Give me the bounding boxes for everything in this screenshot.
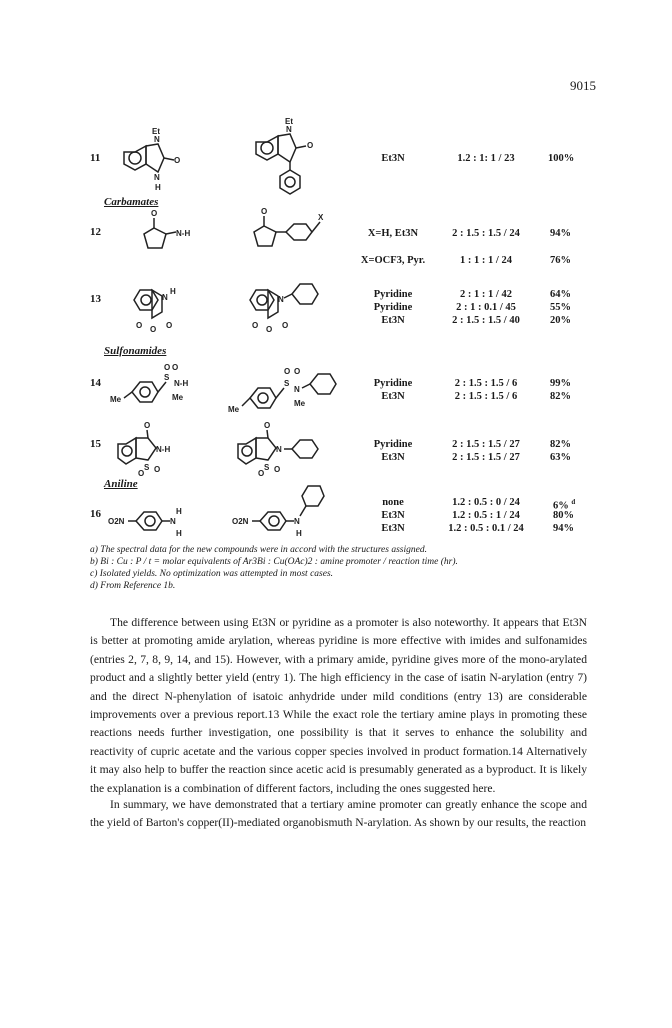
oxygen-atom: O: [258, 469, 265, 478]
ratio-cell: 2 : 1.5 : 1.5 / 6: [454, 391, 518, 402]
yield-cell: 80%: [553, 510, 574, 521]
yield-cell: 100%: [548, 153, 575, 164]
oxygen-atom: O: [154, 465, 161, 474]
oxygen-atom: O: [151, 209, 158, 218]
product-structure-13: [244, 280, 324, 334]
paragraph-text: In summary, we have demonstrated that a tertiary amine promoter can greatly enhance the scope and the yield of Barton's copper(II)-mediated organobismuth N-arylation. As shown by our results, the reaction: [90, 798, 587, 830]
oxygen-atom: O: [144, 421, 151, 430]
promoter-cell: Et3N: [381, 452, 405, 463]
oxygen-atom: O: [252, 321, 259, 330]
ratio-cell: 1 : 1 : 1 / 24: [460, 255, 512, 266]
methyl-label: Me: [228, 405, 240, 414]
n-atom: N: [294, 385, 300, 394]
nitro-group: O2N: [232, 517, 249, 526]
product-structure-16: [232, 478, 342, 540]
oxygen-atom: O: [274, 465, 281, 474]
yield-cell: 99%: [550, 378, 571, 389]
oxygen-atom: O: [150, 325, 157, 334]
ratio-cell: 1.2 : 0.5 : 1 / 24: [452, 510, 520, 521]
sulfur-atom: S: [164, 373, 170, 382]
sulfur-atom: S: [264, 463, 270, 472]
yield-cell: 76%: [550, 255, 571, 266]
h-atom: H: [155, 183, 161, 192]
h-atom: H: [176, 507, 182, 516]
substrate-structure-13: [128, 282, 192, 334]
oxygen-atom: O: [294, 367, 301, 376]
n-atom: N: [154, 135, 160, 144]
oxygen-atom: O: [307, 141, 314, 150]
oxygen-atom: O: [174, 156, 181, 165]
yield-cell: 63%: [550, 452, 571, 463]
paragraph-text: The difference between using Et3N or pyridine as a promoter is also noteworthy. It appears that Et3N is better at promoting amide arylation, whereas pyridine is more effective with imides and sulfonamides (entries 2, 7, 8, 9, 14, and 15). However, with a primary amide, pyridine gives more of the mono-arylated product and a slightly better yield (entry 1). The high efficiency in the case of isatin N-arylation (entry 7) and the direct N-phenylation of isatoic anhydride under mild conditions (entry 13) are considerable improvements over a previous report.13 While the exact role the tertiary amine plays in promoting these reactions needs further investigation, one possibility is that it serves to enhance the solubility and reactivity of cupric acetate and the various copper species involved in product formation.14 Alternatively it may also help to buffer the reaction since acetic acid is presumably generated as a byproduct. It is likely the explanation is a combination of different factors, including the ones suggested here.: [90, 616, 587, 795]
oxygen-atom: O: [266, 325, 273, 334]
yield-cell: 82%: [550, 391, 571, 402]
oxygen-atom: O: [164, 363, 171, 372]
n-atom: N: [162, 293, 168, 302]
methyl-label: Me: [294, 399, 306, 408]
footnote: c) Isolated yields. No optimization was attempted in most cases.: [90, 569, 334, 579]
oxygen-atom: O: [172, 363, 179, 372]
promoter-cell: Pyridine: [373, 289, 413, 300]
ratio-cell: 1.2 : 0.5 : 0 / 24: [452, 497, 520, 508]
ethyl-label: Et: [285, 117, 293, 126]
promoter-cell: Pyridine: [373, 439, 413, 450]
nh-group: N-H: [176, 229, 191, 238]
product-structure-15: [238, 420, 338, 476]
entry-number: 14: [90, 377, 101, 389]
sulfur-atom: S: [284, 379, 290, 388]
section-heading-aniline: Aniline: [104, 478, 138, 490]
ratio-cell: 2 : 1.5 : 1.5 / 40: [452, 315, 520, 326]
promoter-cell: Pyridine: [373, 378, 413, 389]
section-heading-carbamates: Carbamates: [104, 196, 159, 208]
ratio-cell: 2 : 1.5 : 1.5 / 24: [452, 228, 520, 239]
promoter-cell: Et3N: [381, 510, 405, 521]
yield-cell: 20%: [550, 315, 571, 326]
sulfur-atom: S: [144, 463, 150, 472]
yield-cell: 55%: [550, 302, 571, 313]
substrate-structure-11: [120, 127, 190, 192]
footnote: b) Bi : Cu : P / t = molar equivalents of Ar3Bi : Cu(OAc)2 : amine promoter / reaction time (hr).: [90, 557, 458, 567]
ratio-cell: 2 : 1.5 : 1.5 / 6: [454, 378, 518, 389]
n-atom: N: [276, 445, 282, 454]
body-paragraph: [90, 614, 587, 798]
nitro-group: O2N: [108, 517, 125, 526]
yield-cell: 94%: [553, 523, 574, 534]
footnote-marker: d: [571, 498, 576, 506]
ratio-cell: 2 : 1.5 : 1.5 / 27: [452, 439, 520, 450]
oxygen-atom: O: [138, 469, 145, 478]
oxygen-atom: O: [284, 367, 291, 376]
entry-number: 11: [90, 152, 101, 164]
ratio-cell: 2 : 1 : 0.1 / 45: [456, 302, 516, 313]
promoter-cell: Et3N: [381, 391, 405, 402]
promoter-cell: Et3N: [381, 153, 405, 164]
page-number: 9015: [570, 78, 596, 93]
substrate-structure-16: [108, 502, 198, 538]
h-atom: H: [170, 287, 176, 296]
h-atom: H: [176, 529, 182, 538]
substrate-structure-14: [110, 362, 190, 410]
entry-number: 13: [90, 293, 101, 305]
ratio-cell: 2 : 1 : 1 / 42: [460, 289, 512, 300]
nh-group: N-H: [156, 445, 171, 454]
footnote: d) From Reference 1b.: [90, 581, 176, 591]
product-structure-14: [228, 360, 338, 416]
product-structure-12: [250, 208, 330, 258]
yield-cell: 6% $^d$: [553, 498, 576, 512]
promoter-cell: Et3N: [381, 315, 405, 326]
entry-number: 12: [90, 226, 101, 238]
ratio-cell: 1.2 : 0.5 : 0.1 / 24: [448, 523, 524, 534]
n-atom: N: [154, 173, 160, 182]
promoter-cell: Pyridine: [373, 302, 413, 313]
product-structure-11: [252, 117, 322, 198]
promoter-cell: X=H, Et3N: [367, 228, 419, 239]
substrate-structure-15: [118, 420, 198, 476]
nh-group: N-H: [174, 379, 189, 388]
promoter-cell: Et3N: [381, 523, 405, 534]
methyl-label: Me: [110, 395, 122, 404]
promoter-cell: none: [382, 497, 404, 508]
entry-number: 16: [90, 508, 101, 520]
entry-number: 15: [90, 438, 101, 450]
section-heading-sulfonamides: Sulfonamides: [104, 345, 167, 357]
h-atom: H: [296, 529, 302, 538]
body-paragraph: [90, 796, 587, 833]
promoter-cell: X=OCF3, Pyr.: [360, 255, 426, 266]
n-atom: N: [294, 517, 300, 526]
ratio-cell: 1.2 : 1: 1 / 23: [457, 153, 515, 164]
x-substituent: X: [318, 213, 324, 222]
footnote: a) The spectral data for the new compounds were in accord with the structures assigned.: [90, 545, 427, 555]
ratio-cell: 2 : 1.5 : 1.5 / 27: [452, 452, 520, 463]
yield-cell: 64%: [550, 289, 571, 300]
methyl-label: Me: [172, 393, 184, 402]
n-atom: N: [286, 125, 292, 134]
yield-cell: 94%: [550, 228, 571, 239]
oxygen-atom: O: [261, 207, 268, 216]
n-atom: N: [170, 517, 176, 526]
oxygen-atom: O: [264, 421, 271, 430]
ethyl-label: Et: [152, 127, 160, 136]
n-atom: N: [278, 295, 284, 304]
oxygen-atom: O: [166, 321, 173, 330]
oxygen-atom: O: [282, 321, 289, 330]
oxygen-atom: O: [136, 321, 143, 330]
substrate-structure-12: [140, 210, 200, 260]
yield-cell: 82%: [550, 439, 571, 450]
